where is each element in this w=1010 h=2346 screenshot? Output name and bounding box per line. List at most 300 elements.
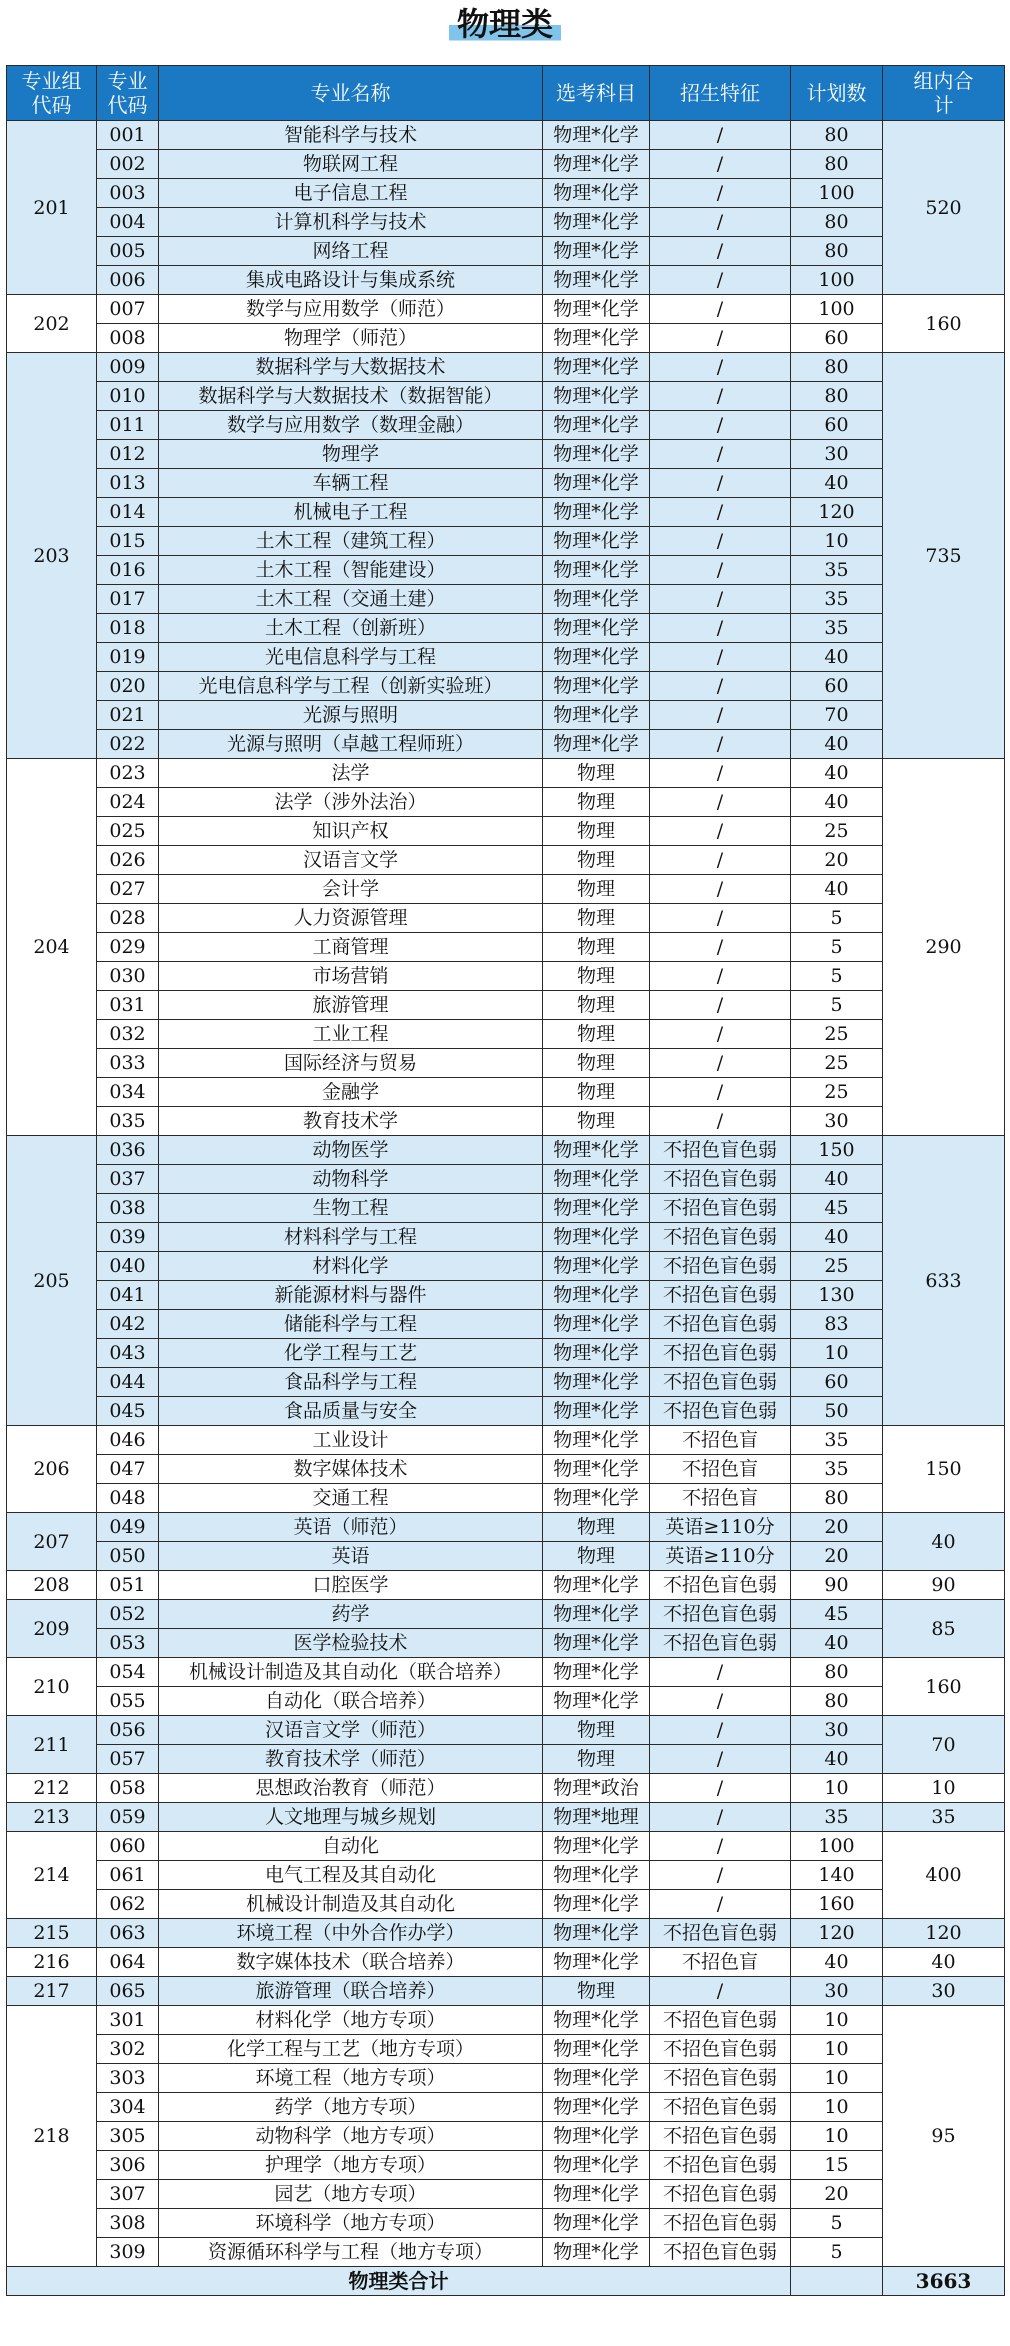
feature: / — [650, 846, 791, 875]
plan: 20 — [791, 1513, 883, 1542]
major-name: 知识产权 — [159, 817, 543, 846]
plan: 25 — [791, 1020, 883, 1049]
plan: 40 — [791, 730, 883, 759]
feature: / — [650, 759, 791, 788]
table-row — [7, 2006, 1005, 2035]
major-name: 环境科学（地方专项） — [159, 2209, 543, 2238]
major-name: 化学工程与工艺 — [159, 1339, 543, 1368]
major-name: 法学（涉外法治） — [159, 788, 543, 817]
group-code: 203 — [7, 353, 97, 759]
plan: 5 — [791, 962, 883, 991]
major-name: 物联网工程 — [159, 150, 543, 179]
feature: / — [650, 1716, 791, 1745]
major-code: 307 — [97, 2180, 159, 2209]
major-name: 集成电路设计与集成系统 — [159, 266, 543, 295]
group-code: 202 — [7, 295, 97, 353]
plan: 100 — [791, 295, 883, 324]
major-name: 国际经济与贸易 — [159, 1049, 543, 1078]
feature: / — [650, 817, 791, 846]
major-code: 025 — [97, 817, 159, 846]
plan: 30 — [791, 440, 883, 469]
table-row — [7, 759, 1005, 788]
feature: 不招色盲色弱 — [650, 1136, 791, 1165]
major-name: 汉语言文学（师范） — [159, 1716, 543, 1745]
subjects: 物理*化学 — [543, 237, 650, 266]
header-major-name: 专业名称 — [159, 66, 543, 121]
feature: 不招色盲色弱 — [650, 1571, 791, 1600]
table-row — [7, 440, 1005, 469]
header-major-code: 专业代码 — [97, 66, 159, 121]
table-row — [7, 266, 1005, 295]
group-total: 10 — [883, 1774, 1005, 1803]
plan: 120 — [791, 498, 883, 527]
table-row — [7, 1832, 1005, 1861]
major-name: 法学 — [159, 759, 543, 788]
major-code: 034 — [97, 1078, 159, 1107]
plan: 25 — [791, 1252, 883, 1281]
major-code: 002 — [97, 150, 159, 179]
feature: / — [650, 701, 791, 730]
subjects: 物理*化学 — [543, 585, 650, 614]
table-row — [7, 672, 1005, 701]
table-row — [7, 1281, 1005, 1310]
major-code: 004 — [97, 208, 159, 237]
major-code: 060 — [97, 1832, 159, 1861]
major-name: 交通工程 — [159, 1484, 543, 1513]
plan: 20 — [791, 846, 883, 875]
subjects: 物理*化学 — [543, 1281, 650, 1310]
major-name: 旅游管理（联合培养） — [159, 1977, 543, 2006]
table-row — [7, 1426, 1005, 1455]
subjects: 物理*化学 — [543, 1165, 650, 1194]
feature: 英语≥110分 — [650, 1542, 791, 1571]
plan: 20 — [791, 2180, 883, 2209]
plan: 60 — [791, 1368, 883, 1397]
feature: / — [650, 353, 791, 382]
subjects: 物理 — [543, 759, 650, 788]
feature: / — [650, 643, 791, 672]
table-row — [7, 179, 1005, 208]
feature: / — [650, 1107, 791, 1136]
major-name: 药学 — [159, 1600, 543, 1629]
group-total: 95 — [883, 2006, 1005, 2267]
feature: 不招色盲 — [650, 1484, 791, 1513]
subjects: 物理*化学 — [543, 1223, 650, 1252]
major-name: 物理学（师范） — [159, 324, 543, 353]
feature: / — [650, 440, 791, 469]
subjects: 物理*化学 — [543, 672, 650, 701]
major-name: 环境工程（中外合作办学） — [159, 1919, 543, 1948]
feature: / — [650, 730, 791, 759]
subjects: 物理*化学 — [543, 1136, 650, 1165]
plan: 35 — [791, 585, 883, 614]
subjects: 物理*化学 — [543, 469, 650, 498]
plan: 40 — [791, 1745, 883, 1774]
group-total: 40 — [883, 1948, 1005, 1977]
feature: 不招色盲色弱 — [650, 1368, 791, 1397]
major-name: 数学与应用数学（数理金融） — [159, 411, 543, 440]
major-code: 308 — [97, 2209, 159, 2238]
major-code: 020 — [97, 672, 159, 701]
major-code: 009 — [97, 353, 159, 382]
plan: 40 — [791, 1948, 883, 1977]
subjects: 物理*化学 — [543, 382, 650, 411]
major-name: 动物科学（地方专项） — [159, 2122, 543, 2151]
feature: 不招色盲色弱 — [650, 1223, 791, 1252]
subjects: 物理*化学 — [543, 1890, 650, 1919]
subjects: 物理 — [543, 1020, 650, 1049]
plan: 80 — [791, 1658, 883, 1687]
subjects: 物理 — [543, 1716, 650, 1745]
table-row — [7, 527, 1005, 556]
group-code: 215 — [7, 1919, 97, 1948]
major-code: 061 — [97, 1861, 159, 1890]
major-code: 037 — [97, 1165, 159, 1194]
major-code: 047 — [97, 1455, 159, 1484]
group-code: 209 — [7, 1600, 97, 1658]
feature: 不招色盲色弱 — [650, 1339, 791, 1368]
table-row — [7, 1919, 1005, 1948]
major-name: 自动化（联合培养） — [159, 1687, 543, 1716]
subjects: 物理 — [543, 875, 650, 904]
major-name: 工业工程 — [159, 1020, 543, 1049]
major-code: 017 — [97, 585, 159, 614]
group-code: 213 — [7, 1803, 97, 1832]
table-row — [7, 1600, 1005, 1629]
major-name: 土木工程（智能建设） — [159, 556, 543, 585]
major-name: 机械设计制造及其自动化 — [159, 1890, 543, 1919]
subjects: 物理*化学 — [543, 411, 650, 440]
table-row — [7, 1455, 1005, 1484]
major-name: 数据科学与大数据技术 — [159, 353, 543, 382]
major-code: 001 — [97, 121, 159, 150]
plan: 60 — [791, 672, 883, 701]
plan: 90 — [791, 1571, 883, 1600]
table-row — [7, 1687, 1005, 1716]
group-total: 70 — [883, 1716, 1005, 1774]
plan: 10 — [791, 1339, 883, 1368]
feature: / — [650, 1020, 791, 1049]
plan: 35 — [791, 1426, 883, 1455]
major-name: 土木工程（建筑工程） — [159, 527, 543, 556]
table-row — [7, 1629, 1005, 1658]
group-total: 30 — [883, 1977, 1005, 2006]
feature: 英语≥110分 — [650, 1513, 791, 1542]
feature: 不招色盲色弱 — [650, 1281, 791, 1310]
subjects: 物理*化学 — [543, 1397, 650, 1426]
major-name: 材料化学 — [159, 1252, 543, 1281]
table-row — [7, 1716, 1005, 1745]
major-name: 数字媒体技术 — [159, 1455, 543, 1484]
table-row — [7, 1310, 1005, 1339]
header-plan: 计划数 — [791, 66, 883, 121]
major-code: 051 — [97, 1571, 159, 1600]
major-name: 机械电子工程 — [159, 498, 543, 527]
major-name: 化学工程与工艺（地方专项） — [159, 2035, 543, 2064]
table-row — [7, 643, 1005, 672]
subjects: 物理*化学 — [543, 556, 650, 585]
plan: 25 — [791, 817, 883, 846]
table-row — [7, 2238, 1005, 2267]
subjects: 物理*化学 — [543, 440, 650, 469]
group-total: 160 — [883, 1658, 1005, 1716]
subjects: 物理 — [543, 817, 650, 846]
feature: / — [650, 237, 791, 266]
major-code: 053 — [97, 1629, 159, 1658]
table-row — [7, 614, 1005, 643]
plan: 100 — [791, 1832, 883, 1861]
group-code: 210 — [7, 1658, 97, 1716]
table-row — [7, 817, 1005, 846]
table-row — [7, 2209, 1005, 2238]
plan: 5 — [791, 991, 883, 1020]
plan: 120 — [791, 1919, 883, 1948]
plan: 80 — [791, 1484, 883, 1513]
subjects: 物理 — [543, 1745, 650, 1774]
feature: 不招色盲色弱 — [650, 2035, 791, 2064]
footer-empty — [791, 2267, 883, 2296]
table-row — [7, 585, 1005, 614]
feature: / — [650, 382, 791, 411]
major-name: 食品质量与安全 — [159, 1397, 543, 1426]
plan: 40 — [791, 788, 883, 817]
feature: 不招色盲色弱 — [650, 2209, 791, 2238]
plan: 80 — [791, 208, 883, 237]
major-code: 065 — [97, 1977, 159, 2006]
table-row — [7, 2151, 1005, 2180]
group-total: 120 — [883, 1919, 1005, 1948]
table-row — [7, 237, 1005, 266]
table-row — [7, 1368, 1005, 1397]
table-row — [7, 1513, 1005, 1542]
major-code: 058 — [97, 1774, 159, 1803]
group-total: 400 — [883, 1832, 1005, 1919]
major-name: 数学与应用数学（师范） — [159, 295, 543, 324]
table-row — [7, 1194, 1005, 1223]
table-row — [7, 1165, 1005, 1194]
plan: 5 — [791, 933, 883, 962]
major-name: 计算机科学与技术 — [159, 208, 543, 237]
plan: 130 — [791, 1281, 883, 1310]
major-code: 007 — [97, 295, 159, 324]
feature: / — [650, 1977, 791, 2006]
table-row — [7, 295, 1005, 324]
table-row — [7, 1774, 1005, 1803]
plan: 25 — [791, 1049, 883, 1078]
table-row — [7, 1223, 1005, 1252]
subjects: 物理 — [543, 1049, 650, 1078]
table-row — [7, 121, 1005, 150]
feature: 不招色盲色弱 — [650, 1600, 791, 1629]
subjects: 物理*化学 — [543, 614, 650, 643]
feature: 不招色盲 — [650, 1455, 791, 1484]
plan: 30 — [791, 1716, 883, 1745]
table-row — [7, 1049, 1005, 1078]
feature: 不招色盲色弱 — [650, 1252, 791, 1281]
subjects: 物理 — [543, 846, 650, 875]
feature: / — [650, 585, 791, 614]
major-code: 022 — [97, 730, 159, 759]
plan: 80 — [791, 1687, 883, 1716]
table-row — [7, 2035, 1005, 2064]
table-row — [7, 150, 1005, 179]
major-code: 028 — [97, 904, 159, 933]
major-code: 018 — [97, 614, 159, 643]
plan-table — [6, 65, 1005, 2296]
plan: 10 — [791, 2035, 883, 2064]
major-name: 金融学 — [159, 1078, 543, 1107]
plan: 80 — [791, 150, 883, 179]
major-name: 人力资源管理 — [159, 904, 543, 933]
feature: 不招色盲色弱 — [650, 1397, 791, 1426]
table-body — [7, 121, 1005, 2267]
feature: / — [650, 1049, 791, 1078]
header-row — [7, 66, 1005, 121]
major-name: 教育技术学（师范） — [159, 1745, 543, 1774]
subjects: 物理*化学 — [543, 1687, 650, 1716]
major-name: 工商管理 — [159, 933, 543, 962]
table-row — [7, 2122, 1005, 2151]
feature: / — [650, 672, 791, 701]
major-name: 材料化学（地方专项） — [159, 2006, 543, 2035]
plan: 35 — [791, 614, 883, 643]
plan: 80 — [791, 353, 883, 382]
feature: 不招色盲色弱 — [650, 1165, 791, 1194]
subjects: 物理*化学 — [543, 2093, 650, 2122]
table-row — [7, 324, 1005, 353]
major-code: 059 — [97, 1803, 159, 1832]
major-code: 023 — [97, 759, 159, 788]
major-code: 305 — [97, 2122, 159, 2151]
plan: 40 — [791, 1165, 883, 1194]
group-total: 40 — [883, 1513, 1005, 1571]
feature: / — [650, 1658, 791, 1687]
plan: 30 — [791, 1107, 883, 1136]
subjects: 物理*化学 — [543, 2006, 650, 2035]
subjects: 物理*化学 — [543, 527, 650, 556]
subjects: 物理 — [543, 962, 650, 991]
plan: 40 — [791, 875, 883, 904]
feature: / — [650, 1687, 791, 1716]
subjects: 物理*化学 — [543, 643, 650, 672]
feature: / — [650, 295, 791, 324]
footer-total: 3663 — [883, 2267, 1005, 2296]
title-wrap — [0, 0, 1010, 52]
plan: 50 — [791, 1397, 883, 1426]
major-name: 动物科学 — [159, 1165, 543, 1194]
major-code: 039 — [97, 1223, 159, 1252]
subjects: 物理*化学 — [543, 1571, 650, 1600]
subjects: 物理*化学 — [543, 1861, 650, 1890]
table-row — [7, 1339, 1005, 1368]
subjects: 物理*化学 — [543, 266, 650, 295]
major-name: 资源循环科学与工程（地方专项） — [159, 2238, 543, 2267]
group-code: 218 — [7, 2006, 97, 2267]
major-code: 046 — [97, 1426, 159, 1455]
header-group-code: 专业组代码 — [7, 66, 97, 121]
group-code: 206 — [7, 1426, 97, 1513]
major-name: 光源与照明 — [159, 701, 543, 730]
plan: 45 — [791, 1600, 883, 1629]
major-code: 301 — [97, 2006, 159, 2035]
feature: 不招色盲色弱 — [650, 2006, 791, 2035]
table-row — [7, 1107, 1005, 1136]
table-row — [7, 382, 1005, 411]
plan: 40 — [791, 643, 883, 672]
major-name: 机械设计制造及其自动化（联合培养） — [159, 1658, 543, 1687]
plan: 80 — [791, 121, 883, 150]
plan: 35 — [791, 1455, 883, 1484]
group-total: 633 — [883, 1136, 1005, 1426]
major-name: 汉语言文学 — [159, 846, 543, 875]
group-code: 207 — [7, 1513, 97, 1571]
major-code: 031 — [97, 991, 159, 1020]
major-name: 土木工程（创新班） — [159, 614, 543, 643]
plan: 10 — [791, 2064, 883, 2093]
subjects: 物理 — [543, 933, 650, 962]
feature: 不招色盲色弱 — [650, 2151, 791, 2180]
group-total: 85 — [883, 1600, 1005, 1658]
feature: 不招色盲 — [650, 1426, 791, 1455]
plan: 83 — [791, 1310, 883, 1339]
table-row — [7, 730, 1005, 759]
plan: 10 — [791, 2093, 883, 2122]
subjects: 物理*化学 — [543, 2209, 650, 2238]
feature: / — [650, 1861, 791, 1890]
subjects: 物理 — [543, 991, 650, 1020]
plan: 70 — [791, 701, 883, 730]
table-row — [7, 2093, 1005, 2122]
major-code: 005 — [97, 237, 159, 266]
table-row — [7, 933, 1005, 962]
feature: / — [650, 788, 791, 817]
feature: / — [650, 208, 791, 237]
major-code: 003 — [97, 179, 159, 208]
major-code: 064 — [97, 1948, 159, 1977]
table-row — [7, 1542, 1005, 1571]
major-code: 019 — [97, 643, 159, 672]
subjects: 物理*政治 — [543, 1774, 650, 1803]
table-row — [7, 469, 1005, 498]
major-code: 016 — [97, 556, 159, 585]
major-name: 市场营销 — [159, 962, 543, 991]
major-code: 036 — [97, 1136, 159, 1165]
plan: 60 — [791, 324, 883, 353]
plan: 40 — [791, 759, 883, 788]
table-row — [7, 498, 1005, 527]
subjects: 物理*化学 — [543, 208, 650, 237]
group-code: 211 — [7, 1716, 97, 1774]
feature: / — [650, 469, 791, 498]
major-code: 049 — [97, 1513, 159, 1542]
major-code: 021 — [97, 701, 159, 730]
subjects: 物理*化学 — [543, 1832, 650, 1861]
major-name: 电子信息工程 — [159, 179, 543, 208]
plan: 10 — [791, 1774, 883, 1803]
plan: 10 — [791, 2006, 883, 2035]
major-code: 052 — [97, 1600, 159, 1629]
subjects: 物理 — [543, 788, 650, 817]
table-row — [7, 1977, 1005, 2006]
major-name: 环境工程（地方专项） — [159, 2064, 543, 2093]
group-total: 735 — [883, 353, 1005, 759]
major-code: 013 — [97, 469, 159, 498]
feature: / — [650, 1745, 791, 1774]
table-row — [7, 1890, 1005, 1919]
feature: 不招色盲 — [650, 1948, 791, 1977]
major-name: 工业设计 — [159, 1426, 543, 1455]
subjects: 物理*化学 — [543, 1948, 650, 1977]
